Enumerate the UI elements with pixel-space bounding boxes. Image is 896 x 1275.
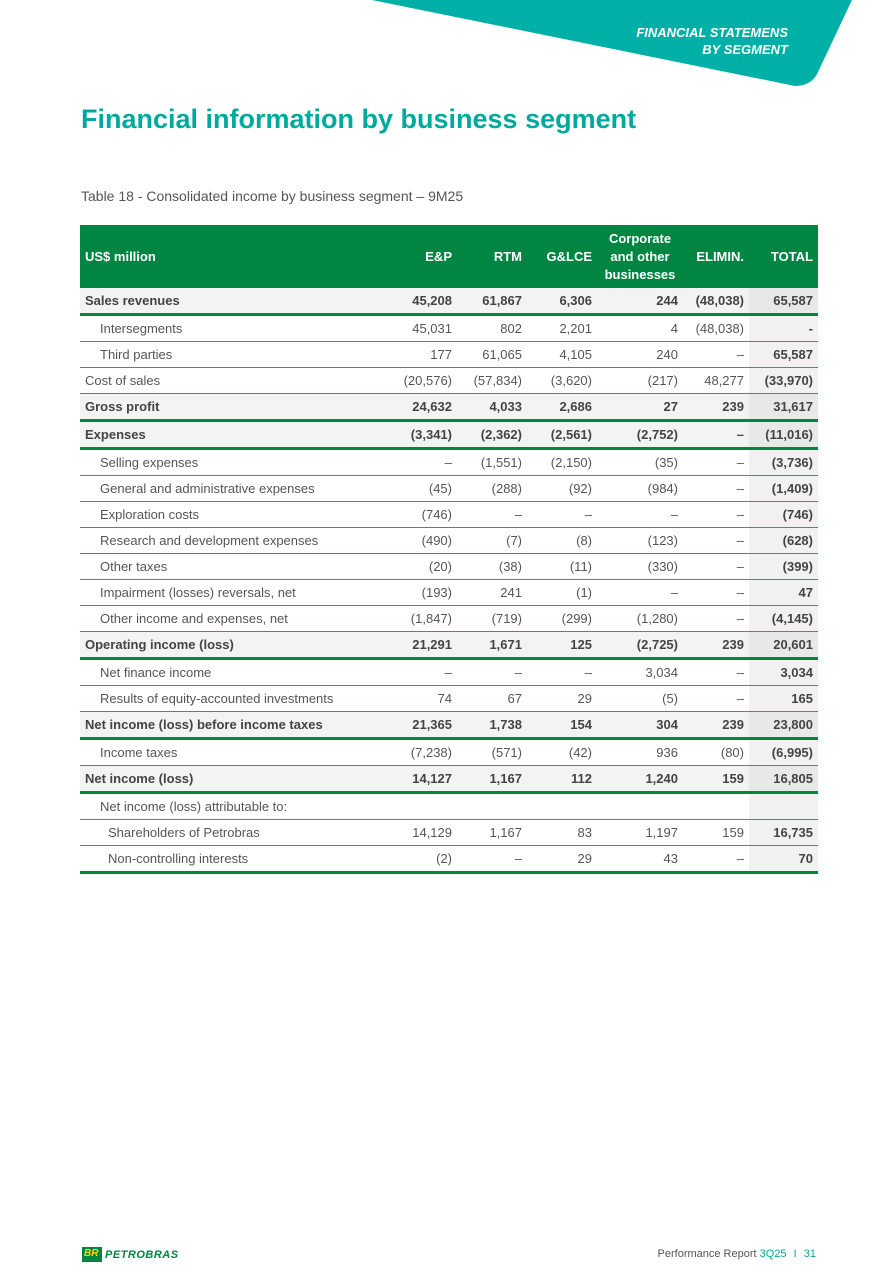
cell-ep: –	[370, 449, 457, 476]
cell-glce: (2,150)	[527, 449, 597, 476]
cell-corp: (1,280)	[597, 606, 683, 632]
page-footer	[658, 1248, 816, 1260]
cell-rtm: 1,167	[457, 820, 527, 846]
cell-corp: (2,725)	[597, 632, 683, 659]
segment-income-table	[80, 225, 818, 874]
cell-rtm: –	[457, 502, 527, 528]
row-label: Research and development expenses	[80, 528, 370, 554]
cell-total: -	[749, 315, 818, 342]
cell-ep: (3,341)	[370, 421, 457, 449]
cell-rtm: 4,033	[457, 394, 527, 421]
cell-ep: 21,291	[370, 632, 457, 659]
cell-total: (746)	[749, 502, 818, 528]
cell-glce: 125	[527, 632, 597, 659]
cell-total: 16,735	[749, 820, 818, 846]
cell-elim: (48,038)	[683, 288, 749, 315]
row-label: Intersegments	[80, 315, 370, 342]
cell-total: 65,587	[749, 288, 818, 315]
cell-corp: (217)	[597, 368, 683, 394]
header-elimin: ELIMIN.	[683, 225, 749, 288]
cell-glce: 29	[527, 846, 597, 873]
cell-corp: 304	[597, 712, 683, 739]
header-rtm: RTM	[457, 225, 527, 288]
header-label: US$ million	[80, 225, 370, 288]
cell-total	[749, 793, 818, 820]
table-row	[80, 288, 818, 315]
cell-glce: (3,620)	[527, 368, 597, 394]
banner-line-1: FINANCIAL STATEMENS	[636, 25, 788, 40]
cell-elim	[683, 793, 749, 820]
cell-glce: (11)	[527, 554, 597, 580]
cell-elim: –	[683, 476, 749, 502]
row-label: Operating income (loss)	[80, 632, 370, 659]
header-total: TOTAL	[749, 225, 818, 288]
br-logo-mark: BR	[84, 1248, 99, 1260]
cell-corp: 244	[597, 288, 683, 315]
cell-ep: 21,365	[370, 712, 457, 739]
cell-ep: (193)	[370, 580, 457, 606]
row-label: Other taxes	[80, 554, 370, 580]
cell-ep: 177	[370, 342, 457, 368]
table-row	[80, 712, 818, 739]
cell-rtm: 1,671	[457, 632, 527, 659]
cell-elim: –	[683, 528, 749, 554]
cell-ep: (490)	[370, 528, 457, 554]
cell-glce: 2,686	[527, 394, 597, 421]
cell-total: (6,995)	[749, 739, 818, 766]
cell-corp: 3,034	[597, 659, 683, 686]
cell-glce: 112	[527, 766, 597, 793]
table-row	[80, 368, 818, 394]
cell-ep: 45,208	[370, 288, 457, 315]
cell-rtm: (2,362)	[457, 421, 527, 449]
table-row	[80, 476, 818, 502]
quarter-label: 3Q25	[759, 1248, 787, 1260]
cell-ep: 45,031	[370, 315, 457, 342]
cell-glce	[527, 793, 597, 820]
row-label: Sales revenues	[80, 288, 370, 315]
cell-elim: –	[683, 502, 749, 528]
banner-line-2: BY SEGMENT	[702, 42, 788, 57]
cell-glce: 29	[527, 686, 597, 712]
cell-elim: –	[683, 554, 749, 580]
cell-ep: (2)	[370, 846, 457, 873]
cell-rtm: (7)	[457, 528, 527, 554]
page-title: Financial information by business segment	[81, 104, 637, 134]
table-row	[80, 632, 818, 659]
cell-ep: 14,129	[370, 820, 457, 846]
section-banner-label	[636, 24, 788, 58]
row-label: Cost of sales	[80, 368, 370, 394]
cell-rtm: –	[457, 846, 527, 873]
logo-wordmark: PETROBRAS	[105, 1248, 179, 1261]
footer-separator: I	[793, 1248, 797, 1260]
cell-glce: 83	[527, 820, 597, 846]
row-label: General and administrative expenses	[80, 476, 370, 502]
cell-glce: (8)	[527, 528, 597, 554]
cell-rtm: 61,065	[457, 342, 527, 368]
cell-corp: 43	[597, 846, 683, 873]
table-row	[80, 315, 818, 342]
table-row	[80, 686, 818, 712]
table-row	[80, 606, 818, 632]
header-corporate-line1: Corporate	[608, 230, 672, 246]
cell-corp: (330)	[597, 554, 683, 580]
cell-ep: –	[370, 659, 457, 686]
cell-ep	[370, 793, 457, 820]
cell-corp: (2,752)	[597, 421, 683, 449]
table-row	[80, 342, 818, 368]
cell-elim: –	[683, 580, 749, 606]
cell-elim: 239	[683, 632, 749, 659]
cell-glce: (2,561)	[527, 421, 597, 449]
cell-total: 20,601	[749, 632, 818, 659]
cell-corp: 27	[597, 394, 683, 421]
cell-ep: (45)	[370, 476, 457, 502]
cell-rtm: 1,738	[457, 712, 527, 739]
cell-rtm: (719)	[457, 606, 527, 632]
cell-glce: 2,201	[527, 315, 597, 342]
cell-ep: (1,847)	[370, 606, 457, 632]
cell-glce: (92)	[527, 476, 597, 502]
cell-elim: –	[683, 449, 749, 476]
cell-ep: 14,127	[370, 766, 457, 793]
cell-total: 70	[749, 846, 818, 873]
table-row	[80, 554, 818, 580]
table-row	[80, 659, 818, 686]
table-row	[80, 766, 818, 793]
cell-elim: 239	[683, 712, 749, 739]
header-ep: E&P	[370, 225, 457, 288]
header-glce: G&LCE	[527, 225, 597, 288]
cell-glce: –	[527, 659, 597, 686]
table-row	[80, 502, 818, 528]
cell-ep: (7,238)	[370, 739, 457, 766]
table-caption: Table 18 - Consolidated income by business segment – 9M25	[81, 188, 464, 204]
cell-corp: 4	[597, 315, 683, 342]
cell-total: (628)	[749, 528, 818, 554]
cell-rtm: (1,551)	[457, 449, 527, 476]
row-label: Selling expenses	[80, 449, 370, 476]
br-logo-icon	[82, 1247, 102, 1262]
cell-elim: –	[683, 342, 749, 368]
cell-elim: 48,277	[683, 368, 749, 394]
cell-ep: (20,576)	[370, 368, 457, 394]
cell-rtm: 67	[457, 686, 527, 712]
row-label: Net income (loss)	[80, 766, 370, 793]
cell-total: (33,970)	[749, 368, 818, 394]
cell-glce: –	[527, 502, 597, 528]
row-label: Exploration costs	[80, 502, 370, 528]
table-row	[80, 846, 818, 873]
cell-rtm: (38)	[457, 554, 527, 580]
cell-glce: (1)	[527, 580, 597, 606]
cell-total: 16,805	[749, 766, 818, 793]
cell-ep: 24,632	[370, 394, 457, 421]
table-row	[80, 793, 818, 820]
page-number: 31	[803, 1248, 816, 1260]
cell-ep: (20)	[370, 554, 457, 580]
header-corporate-line2: and other	[610, 248, 670, 264]
cell-rtm: (288)	[457, 476, 527, 502]
table-row	[80, 528, 818, 554]
cell-elim: (80)	[683, 739, 749, 766]
cell-total: (4,145)	[749, 606, 818, 632]
cell-rtm: 241	[457, 580, 527, 606]
cell-corp: 936	[597, 739, 683, 766]
table-row	[80, 739, 818, 766]
cell-glce: (42)	[527, 739, 597, 766]
cell-glce: 154	[527, 712, 597, 739]
cell-rtm: 802	[457, 315, 527, 342]
row-label: Non-controlling interests	[80, 846, 370, 873]
cell-rtm: 1,167	[457, 766, 527, 793]
table-row	[80, 394, 818, 421]
cell-rtm	[457, 793, 527, 820]
row-label: Gross profit	[80, 394, 370, 421]
row-label: Results of equity-accounted investments	[80, 686, 370, 712]
cell-corp: (123)	[597, 528, 683, 554]
cell-corp: 240	[597, 342, 683, 368]
cell-corp: (35)	[597, 449, 683, 476]
table-row	[80, 449, 818, 476]
cell-corp: (5)	[597, 686, 683, 712]
table-row	[80, 421, 818, 449]
cell-rtm: (57,834)	[457, 368, 527, 394]
cell-corp: 1,197	[597, 820, 683, 846]
cell-elim: –	[683, 846, 749, 873]
cell-glce: 4,105	[527, 342, 597, 368]
row-label: Impairment (losses) reversals, net	[80, 580, 370, 606]
cell-rtm: (571)	[457, 739, 527, 766]
cell-total: 3,034	[749, 659, 818, 686]
table-row	[80, 820, 818, 846]
cell-corp: –	[597, 502, 683, 528]
cell-total: (3,736)	[749, 449, 818, 476]
cell-total: 31,617	[749, 394, 818, 421]
cell-total: 165	[749, 686, 818, 712]
cell-elim: –	[683, 606, 749, 632]
cell-total: 23,800	[749, 712, 818, 739]
cell-corp: 1,240	[597, 766, 683, 793]
cell-total: (11,016)	[749, 421, 818, 449]
table-row	[80, 580, 818, 606]
row-label: Net income (loss) attributable to:	[80, 793, 370, 820]
cell-ep: 74	[370, 686, 457, 712]
row-label: Net finance income	[80, 659, 370, 686]
row-label: Net income (loss) before income taxes	[80, 712, 370, 739]
header-corporate	[597, 225, 683, 288]
cell-ep: (746)	[370, 502, 457, 528]
cell-corp: –	[597, 580, 683, 606]
cell-total: 65,587	[749, 342, 818, 368]
row-label: Income taxes	[80, 739, 370, 766]
cell-elim: –	[683, 659, 749, 686]
cell-rtm: 61,867	[457, 288, 527, 315]
cell-total: 47	[749, 580, 818, 606]
cell-rtm: –	[457, 659, 527, 686]
report-label: Performance Report	[657, 1248, 757, 1260]
petrobras-logo	[82, 1246, 179, 1262]
cell-elim: –	[683, 421, 749, 449]
cell-total: (1,409)	[749, 476, 818, 502]
cell-corp: (984)	[597, 476, 683, 502]
cell-total: (399)	[749, 554, 818, 580]
cell-elim: 239	[683, 394, 749, 421]
cell-corp	[597, 793, 683, 820]
cell-elim: 159	[683, 766, 749, 793]
row-label: Expenses	[80, 421, 370, 449]
cell-glce: 6,306	[527, 288, 597, 315]
row-label: Other income and expenses, net	[80, 606, 370, 632]
header-corporate-line3: businesses	[604, 266, 676, 282]
cell-elim: –	[683, 686, 749, 712]
cell-elim: (48,038)	[683, 315, 749, 342]
cell-elim: 159	[683, 820, 749, 846]
row-label: Shareholders of Petrobras	[80, 820, 370, 846]
row-label: Third parties	[80, 342, 370, 368]
table-header-row	[80, 225, 818, 288]
cell-glce: (299)	[527, 606, 597, 632]
